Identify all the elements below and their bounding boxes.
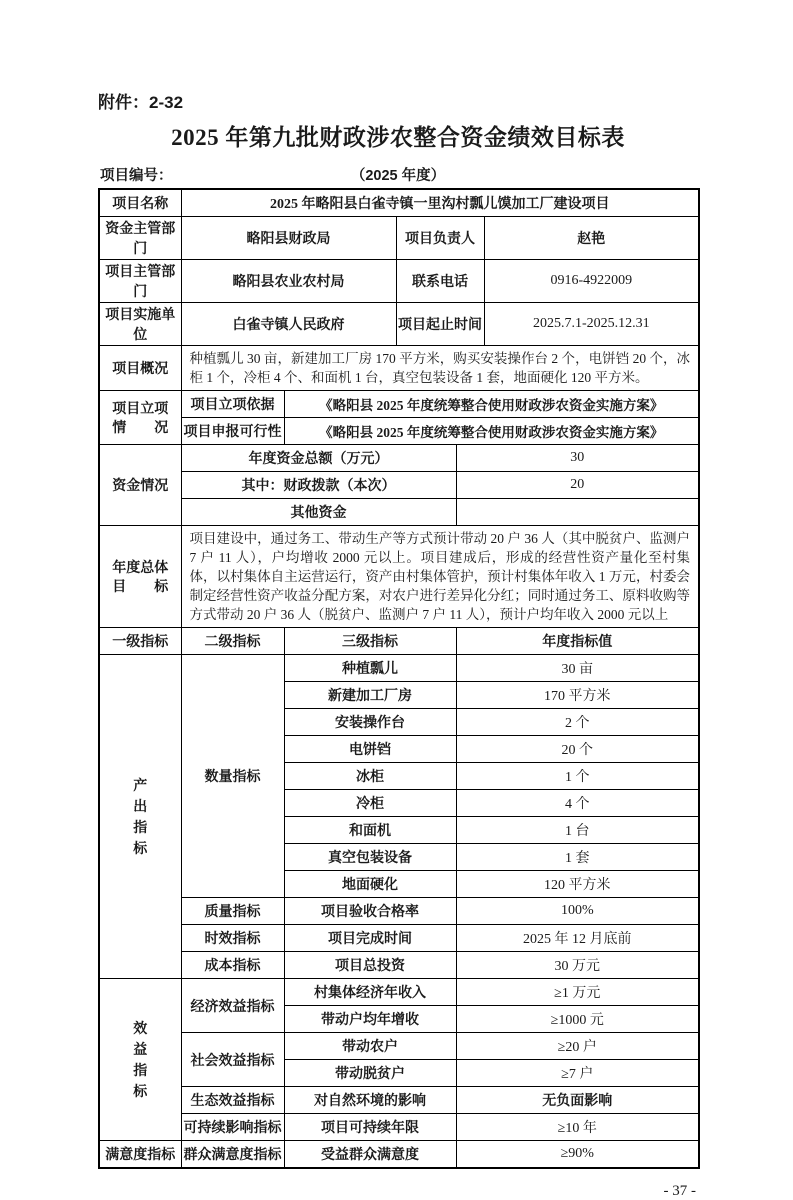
table-row-project-name [99,189,699,217]
year-label: （2025 年度） [350,168,446,184]
table-row-funding-fiscal [99,472,699,499]
project-number-label: 项目编号： [100,168,173,184]
funding-other-label: 其他资金 [181,499,456,526]
quality-label: 质量指标 [181,898,284,925]
indicator-name: 项目完成时间 [284,925,456,952]
table-row-cost [99,952,699,979]
indicator-name: 受益群众满意度 [284,1141,456,1169]
indicator-value: 1 套 [456,844,699,871]
duration-value: 2025.7.1-2025.12.31 [484,303,699,346]
indicator-value: 4 个 [456,790,699,817]
output-char-2: 出 [133,797,148,814]
table-row-time [99,925,699,952]
project-name-value: 2025 年略阳县白雀寺镇一里沟村瓢儿馍加工厂建设项目 [181,189,699,217]
document-page [98,88,698,1200]
indicator-name: 带动脱贫户 [284,1060,456,1087]
time-label: 时效指标 [181,925,284,952]
indicator-value: 2 个 [456,709,699,736]
indicator-name: 对自然环境的影响 [284,1087,456,1114]
indicator-value: ≥20 户 [456,1033,699,1060]
indicator-name: 带动户均年增收 [284,1006,456,1033]
indicator-name: 带动农户 [284,1033,456,1060]
benefit-char-3: 指 [133,1061,148,1078]
table-row-satisfaction [99,1141,699,1169]
economic-label: 经济效益指标 [181,979,284,1033]
meta-line [98,164,698,186]
approval-label-line1: 项目立项 [112,399,169,416]
header-value: 年度指标值 [456,628,699,655]
approval-label-line2: 情 况 [112,418,169,435]
page-number: - 37 - [663,1183,696,1199]
table-row-fund-dept [99,217,699,260]
annual-goal-label-line1: 年度总体 [112,558,169,575]
table-row-quantity-0 [99,655,699,682]
annual-goal-label-line2: 目 标 [112,577,169,594]
fund-dept-value: 略阳县财政局 [181,217,396,260]
indicator-name: 和面机 [284,817,456,844]
header-level1: 一级指标 [99,628,181,655]
table-row-annual-goal [99,526,699,628]
satisfaction-level1: 满意度指标 [99,1141,181,1169]
impl-unit-label: 项目实施单位 [99,303,181,346]
quantity-label: 数量指标 [181,655,284,898]
table-row-quality [99,898,699,925]
indicator-name: 安装操作台 [284,709,456,736]
approval-basis-label: 项目立项依据 [181,391,284,418]
funding-fiscal-label: 其中：财政拨款（本次） [181,472,456,499]
cost-label: 成本指标 [181,952,284,979]
header-level2: 二级指标 [181,628,284,655]
benefit-char-4: 标 [133,1082,148,1099]
eco-label: 生态效益指标 [181,1087,284,1114]
indicator-name: 项目验收合格率 [284,898,456,925]
attachment-label: 附件：2-32 [98,93,184,112]
table-row-sustain [99,1114,699,1141]
indicator-name: 项目总投资 [284,952,456,979]
funding-label: 资金情况 [99,445,181,526]
indicator-value: ≥10 年 [456,1114,699,1141]
annual-goal-text: 项目建设中，通过务工、带动生产等方式预计带动 20 户 36 人（其中脱贫户、监测户 7 户 11 人），户均增收 2000 元以上。项目建成后，形成的经营性资产量化至村集体，以村集体自主运营运行，资产由村集体管护，预计村集体年收入 1 万元，村委会制定经营性资产收益分配方案，对农户进行差异化分红；同时通过务工、原料收购等方式带动 20 户 36 人（脱贫户、监测户 7 户 11 人），预计户均年收入 2000 元以上 [181,526,699,628]
fund-dept-label: 资金主管部门 [99,217,181,260]
social-label: 社会效益指标 [181,1033,284,1087]
approval-feasibility-value: 《略阳县 2025 年度统筹整合使用财政涉农资金实施方案》 [284,418,699,445]
page-title: 2025 年第九批财政涉农整合资金绩效目标表 [171,125,625,150]
main-dept-value: 略阳县农业农村局 [181,260,396,303]
indicator-name: 冰柜 [284,763,456,790]
annual-goal-label [99,526,181,628]
benefit-char-1: 效 [133,1019,148,1036]
table-row-funding-total [99,445,699,472]
indicator-value: 20 个 [456,736,699,763]
indicator-value: 1 个 [456,763,699,790]
output-char-1: 产 [133,776,148,793]
approval-feasibility-label: 项目申报可行性 [181,418,284,445]
indicator-value: 无负面影响 [456,1087,699,1114]
indicator-name: 地面硬化 [284,871,456,898]
table-row-funding-other [99,499,699,526]
indicator-value: ≥7 户 [456,1060,699,1087]
indicator-value: ≥1000 元 [456,1006,699,1033]
indicator-value: 1 台 [456,817,699,844]
table-row-approval-basis [99,391,699,418]
funding-total-label: 年度资金总额（万元） [181,445,456,472]
performance-target-table [98,188,700,1169]
output-indicator-label [99,655,181,979]
impl-unit-value: 白雀寺镇人民政府 [181,303,396,346]
indicator-value: 170 平方米 [456,682,699,709]
output-char-4: 标 [133,839,148,856]
header-level3: 三级指标 [284,628,456,655]
table-row-impl-unit [99,303,699,346]
table-row-approval-feasibility [99,418,699,445]
sustain-label: 可持续影响指标 [181,1114,284,1141]
table-row-main-dept [99,260,699,303]
overview-label: 项目概况 [99,346,181,391]
overview-text: 种植瓢儿 30 亩，新建加工厂房 170 平方米，购买安装操作台 2 个，电饼铛 20 个，冰柜 1 个，冷柜 4 个、和面机 1 台，真空包装设备 1 套，地面硬化 120 平方米。 [181,346,699,391]
main-dept-label: 项目主管部门 [99,260,181,303]
funding-other-value [456,499,699,526]
funding-total-value: 30 [456,445,699,472]
indicator-value: 100% [456,898,699,925]
indicator-value: 120 平方米 [456,871,699,898]
indicator-name: 村集体经济年收入 [284,979,456,1006]
indicator-name: 真空包装设备 [284,844,456,871]
leader-label: 项目负责人 [396,217,484,260]
table-row-social-0 [99,1033,699,1060]
phone-label: 联系电话 [396,260,484,303]
table-row-economic-0 [99,979,699,1006]
indicator-name: 冷柜 [284,790,456,817]
approval-basis-value: 《略阳县 2025 年度统筹整合使用财政涉农资金实施方案》 [284,391,699,418]
table-row-eco [99,1087,699,1114]
indicator-value: 30 万元 [456,952,699,979]
benefit-char-2: 益 [133,1040,148,1057]
indicator-name: 项目可持续年限 [284,1114,456,1141]
phone-value: 0916-4922009 [484,260,699,303]
satisfaction-level2: 群众满意度指标 [181,1141,284,1169]
output-char-3: 指 [133,818,148,835]
project-name-label: 项目名称 [99,189,181,217]
indicator-value: 2025 年 12 月底前 [456,925,699,952]
indicator-name: 种植瓢儿 [284,655,456,682]
approval-label [99,391,181,445]
benefit-indicator-label [99,979,181,1141]
indicator-value: ≥1 万元 [456,979,699,1006]
indicator-value: ≥90% [456,1141,699,1169]
indicator-value: 30 亩 [456,655,699,682]
table-row-indicator-headers [99,628,699,655]
table-row-overview [99,346,699,391]
duration-label: 项目起止时间 [396,303,484,346]
funding-fiscal-value: 20 [456,472,699,499]
leader-value: 赵艳 [484,217,699,260]
indicator-name: 新建加工厂房 [284,682,456,709]
indicator-name: 电饼铛 [284,736,456,763]
